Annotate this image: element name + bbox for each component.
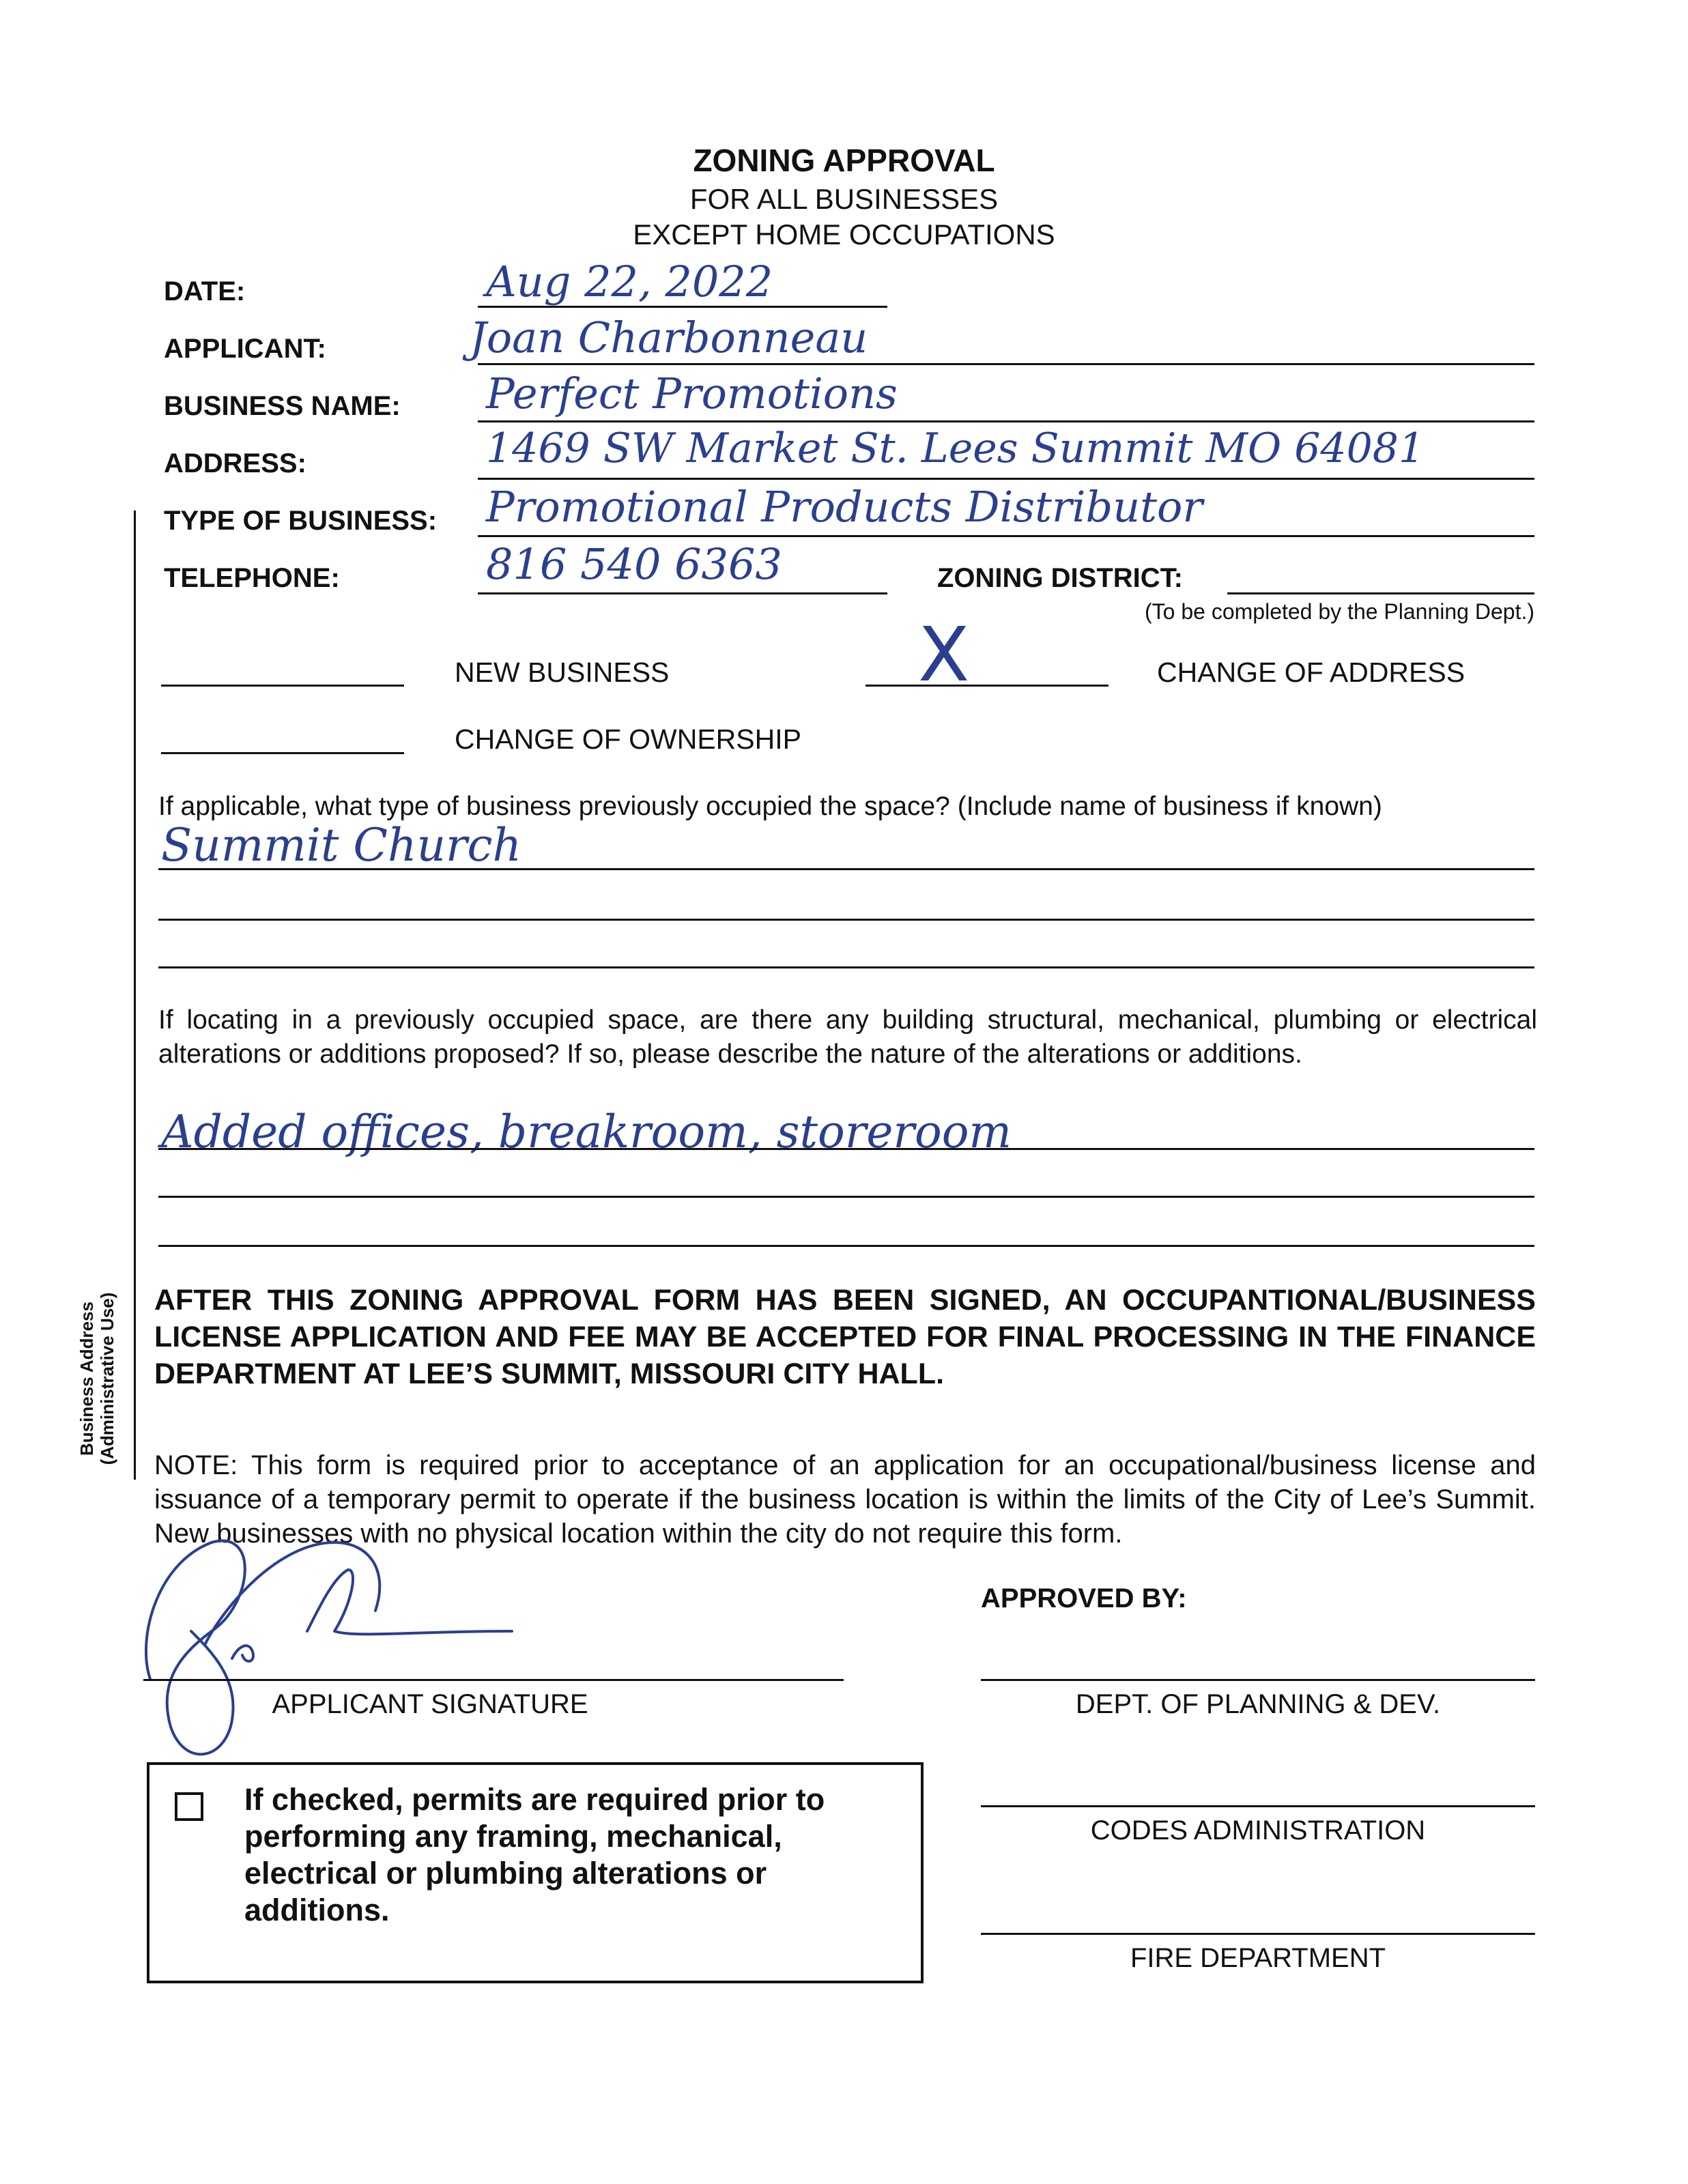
change-of-address-mark: X	[918, 611, 970, 698]
fire-signature-caption: FIRE DEPARTMENT	[1130, 1943, 1386, 1973]
zoning-district-line[interactable]	[1227, 592, 1534, 594]
side-label-line-1: Business Address	[76, 1302, 97, 1456]
telephone-value[interactable]: 816 540 6363	[486, 539, 782, 589]
type-of-business-label: TYPE OF BUSINESS:	[164, 506, 438, 536]
date-value[interactable]: Aug 22, 2022	[486, 257, 773, 306]
side-label-business-address	[76, 1235, 117, 1522]
previous-occupant-line-2	[158, 919, 1534, 921]
applicant-value[interactable]: Joan Charbonneau	[470, 313, 868, 362]
change-of-ownership-line[interactable]	[161, 752, 404, 754]
applicant-signature-mark	[130, 1502, 567, 1788]
address-label: ADDRESS:	[164, 448, 306, 478]
codes-signature-line[interactable]	[981, 1805, 1535, 1807]
alterations-question: If locating in a previously occupied space, are there any building structural, mechanical, plumbing or electrical alterations or additions proposed? If so, please describe the nature of the alterations or additions.	[158, 1005, 1537, 1069]
codes-signature-caption: CODES ADMINISTRATION	[1090, 1815, 1426, 1845]
new-business-label: NEW BUSINESS	[455, 657, 670, 688]
change-of-address-line[interactable]	[866, 685, 1108, 687]
alterations-line-1	[158, 1148, 1534, 1150]
alterations-line-2	[158, 1196, 1534, 1198]
address-value[interactable]: 1469 SW Market St. Lees Summit MO 64081	[486, 425, 1425, 472]
zoning-district-label: ZONING DISTRICT:	[937, 563, 1183, 593]
permit-required-checkbox[interactable]	[175, 1792, 203, 1821]
applicant-label: APPLICANT:	[164, 334, 326, 364]
form-note: NOTE: This form is required prior to acceptance of an application for an occupational/business license and issuance of a temporary permit to operate if the business location is within the limits of the City of Lee’s Summit. New businesses with no physical location within the city do not require this form.	[154, 1450, 1536, 1549]
business-name-line	[478, 420, 1534, 422]
left-margin-rule	[134, 511, 136, 1480]
approved-by-label: APPROVED BY:	[981, 1583, 1187, 1613]
applicant-signature-caption: APPLICANT SIGNATURE	[272, 1689, 588, 1719]
side-label-line-2: (Administrative Use)	[97, 1292, 117, 1465]
previous-occupant-line-3	[158, 966, 1534, 968]
applicant-signature-line[interactable]	[143, 1679, 844, 1681]
date-line	[478, 306, 887, 308]
alterations-answer[interactable]: Added offices, breakroom, storeroom	[161, 1106, 1012, 1158]
permit-box-text: If checked, permits are required prior to performing any framing, mechanical, electrical or plumbing alterations or additions.	[244, 1782, 825, 1927]
new-business-line[interactable]	[161, 685, 404, 687]
previous-occupant-question: If applicable, what type of business previously occupied the space? (Include name of business if known)	[158, 792, 1382, 821]
previous-occupant-answer[interactable]: Summit Church	[161, 819, 522, 872]
planning-signature-caption: DEPT. OF PLANNING & DEV.	[1075, 1689, 1441, 1719]
telephone-label: TELEPHONE:	[164, 563, 340, 593]
telephone-line	[478, 592, 887, 594]
type-of-business-value[interactable]: Promotional Products Distributor	[486, 482, 1203, 532]
business-name-value[interactable]: Perfect Promotions	[486, 369, 898, 418]
alterations-line-3	[158, 1245, 1534, 1247]
form-title: ZONING APPROVAL	[693, 143, 995, 178]
address-line	[478, 478, 1534, 480]
date-label: DATE:	[164, 276, 246, 306]
zoning-district-note: (To be completed by the Planning Dept.)	[1145, 599, 1534, 624]
planning-signature-line[interactable]	[981, 1679, 1535, 1681]
change-of-address-label: CHANGE OF ADDRESS	[1157, 657, 1465, 688]
form-subtitle-1: FOR ALL BUSINESSES	[689, 183, 999, 215]
applicant-line	[478, 363, 1534, 365]
change-of-ownership-label: CHANGE OF OWNERSHIP	[455, 723, 801, 755]
license-notice: AFTER THIS ZONING APPROVAL FORM HAS BEEN SIGNED, AN OCCUPANTIONAL/BUSINESS LICENSE APPLICATION AND FEE MAY BE ACCEPTED FOR FINAL PROCESSING IN THE FINANCE DEPARTMENT AT LEE’S SUMMIT, MISSOURI CITY HALL.	[154, 1284, 1536, 1390]
previous-occupant-line-1	[158, 868, 1534, 870]
form-subtitle-2: EXCEPT HOME OCCUPATIONS	[633, 218, 1055, 250]
fire-signature-line[interactable]	[981, 1933, 1535, 1935]
type-of-business-line	[478, 535, 1534, 537]
business-name-label: BUSINESS NAME:	[164, 391, 401, 421]
